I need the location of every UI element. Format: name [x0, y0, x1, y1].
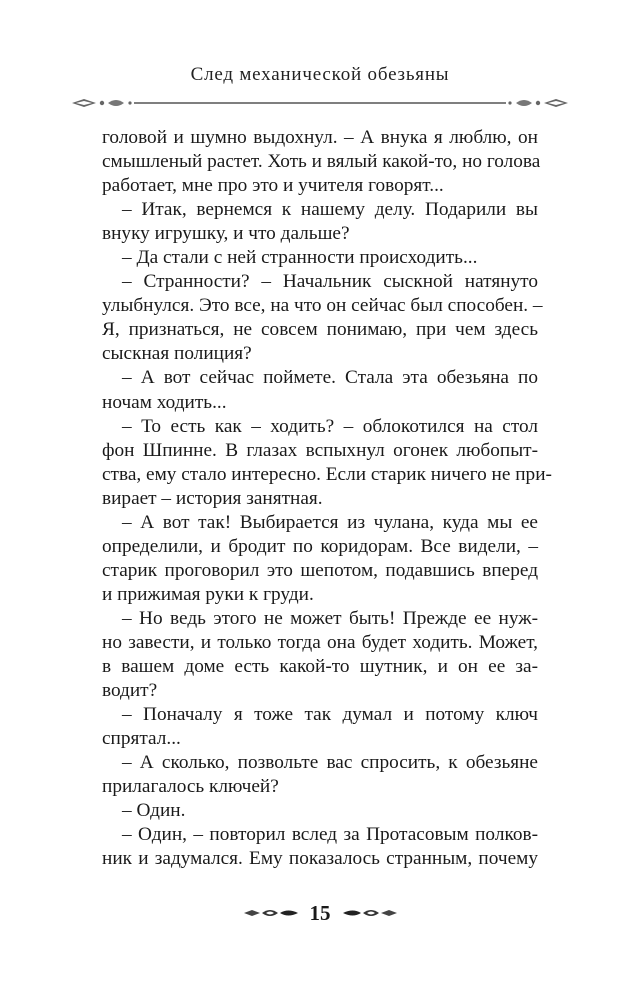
text-line: но завести, и только тогда она будет ходить. Может,: [102, 631, 538, 653]
header-ornament-rule: [70, 94, 570, 112]
text-line: вирает – история занятная.: [102, 487, 323, 509]
text-line: старик проговорил это шепотом, подавшись вперед: [102, 559, 538, 581]
text-line: Я, признаться, не совсем понимаю, при чем здесь: [102, 319, 538, 341]
text-line: спрятал...: [102, 728, 181, 750]
text-line: и прижимая руки к груди.: [102, 583, 314, 605]
page-folio: [0, 898, 640, 928]
text-line: – Один.: [122, 800, 186, 822]
text-line: сыскная полиция?: [102, 343, 252, 365]
text-line: водит?: [102, 680, 158, 702]
ornament-flourish-icon: [341, 906, 399, 920]
text-line: – Странности? – Начальник сыскной натянуто: [122, 271, 538, 293]
text-line: – А сколько, позвольте вас спросить, к обезьяне: [122, 752, 538, 774]
text-line: – Да стали с ней странности происходить...: [122, 247, 478, 269]
text-line: – Но ведь этого не может быть! Прежде ее нуж-: [122, 607, 538, 629]
text-line: – Поначалу я тоже так думал и потому ключ: [122, 704, 538, 726]
text-line: – То есть как – ходить? – облокотился на стол: [122, 415, 538, 437]
header-right-flourish-icon: [508, 99, 568, 107]
text-line: ства, ему стало интересно. Если старик ничего не при-: [102, 463, 552, 485]
text-line: улыбнулся. Это все, на что он сейчас был способен. –: [102, 295, 543, 317]
text-line: прилагалось ключей?: [102, 776, 279, 798]
text-line: в вашем доме есть какой-то шутник, и он ее за-: [102, 656, 538, 678]
text-line: работает, мне про это и учителя говорят...: [102, 175, 444, 197]
body-text: [102, 126, 552, 871]
ornament-flourish-icon: [242, 906, 300, 920]
text-line: определили, и бродит по коридорам. Все видели, –: [102, 535, 538, 557]
text-line: смышленый растет. Хоть и вялый какой-то, но голова: [102, 151, 541, 173]
header-left-flourish-icon: [72, 99, 132, 107]
text-line: ночам ходить...: [102, 391, 227, 413]
page-number: 15: [309, 900, 331, 925]
text-line: – Один, – повторил вслед за Протасовым полков-: [122, 824, 538, 846]
text-line: фон Шпинне. В глазах вспыхнул огонек любопыт-: [102, 439, 538, 461]
text-line: – Итак, вернемся к нашему делу. Подарили вы: [122, 199, 538, 221]
running-head: След механической обезьяны: [190, 64, 450, 85]
text-line: – А вот сейчас поймете. Стала эта обезьяна по: [122, 367, 538, 389]
text-line: ник и задумался. Ему показалось странным, почему: [102, 848, 538, 870]
text-line: головой и шумно выдохнул. – А внука я люблю, он: [102, 127, 538, 148]
text-line: внуку игрушку, и что дальше?: [102, 223, 350, 245]
text-line: – А вот так! Выбирается из чулана, куда мы ее: [122, 511, 538, 533]
